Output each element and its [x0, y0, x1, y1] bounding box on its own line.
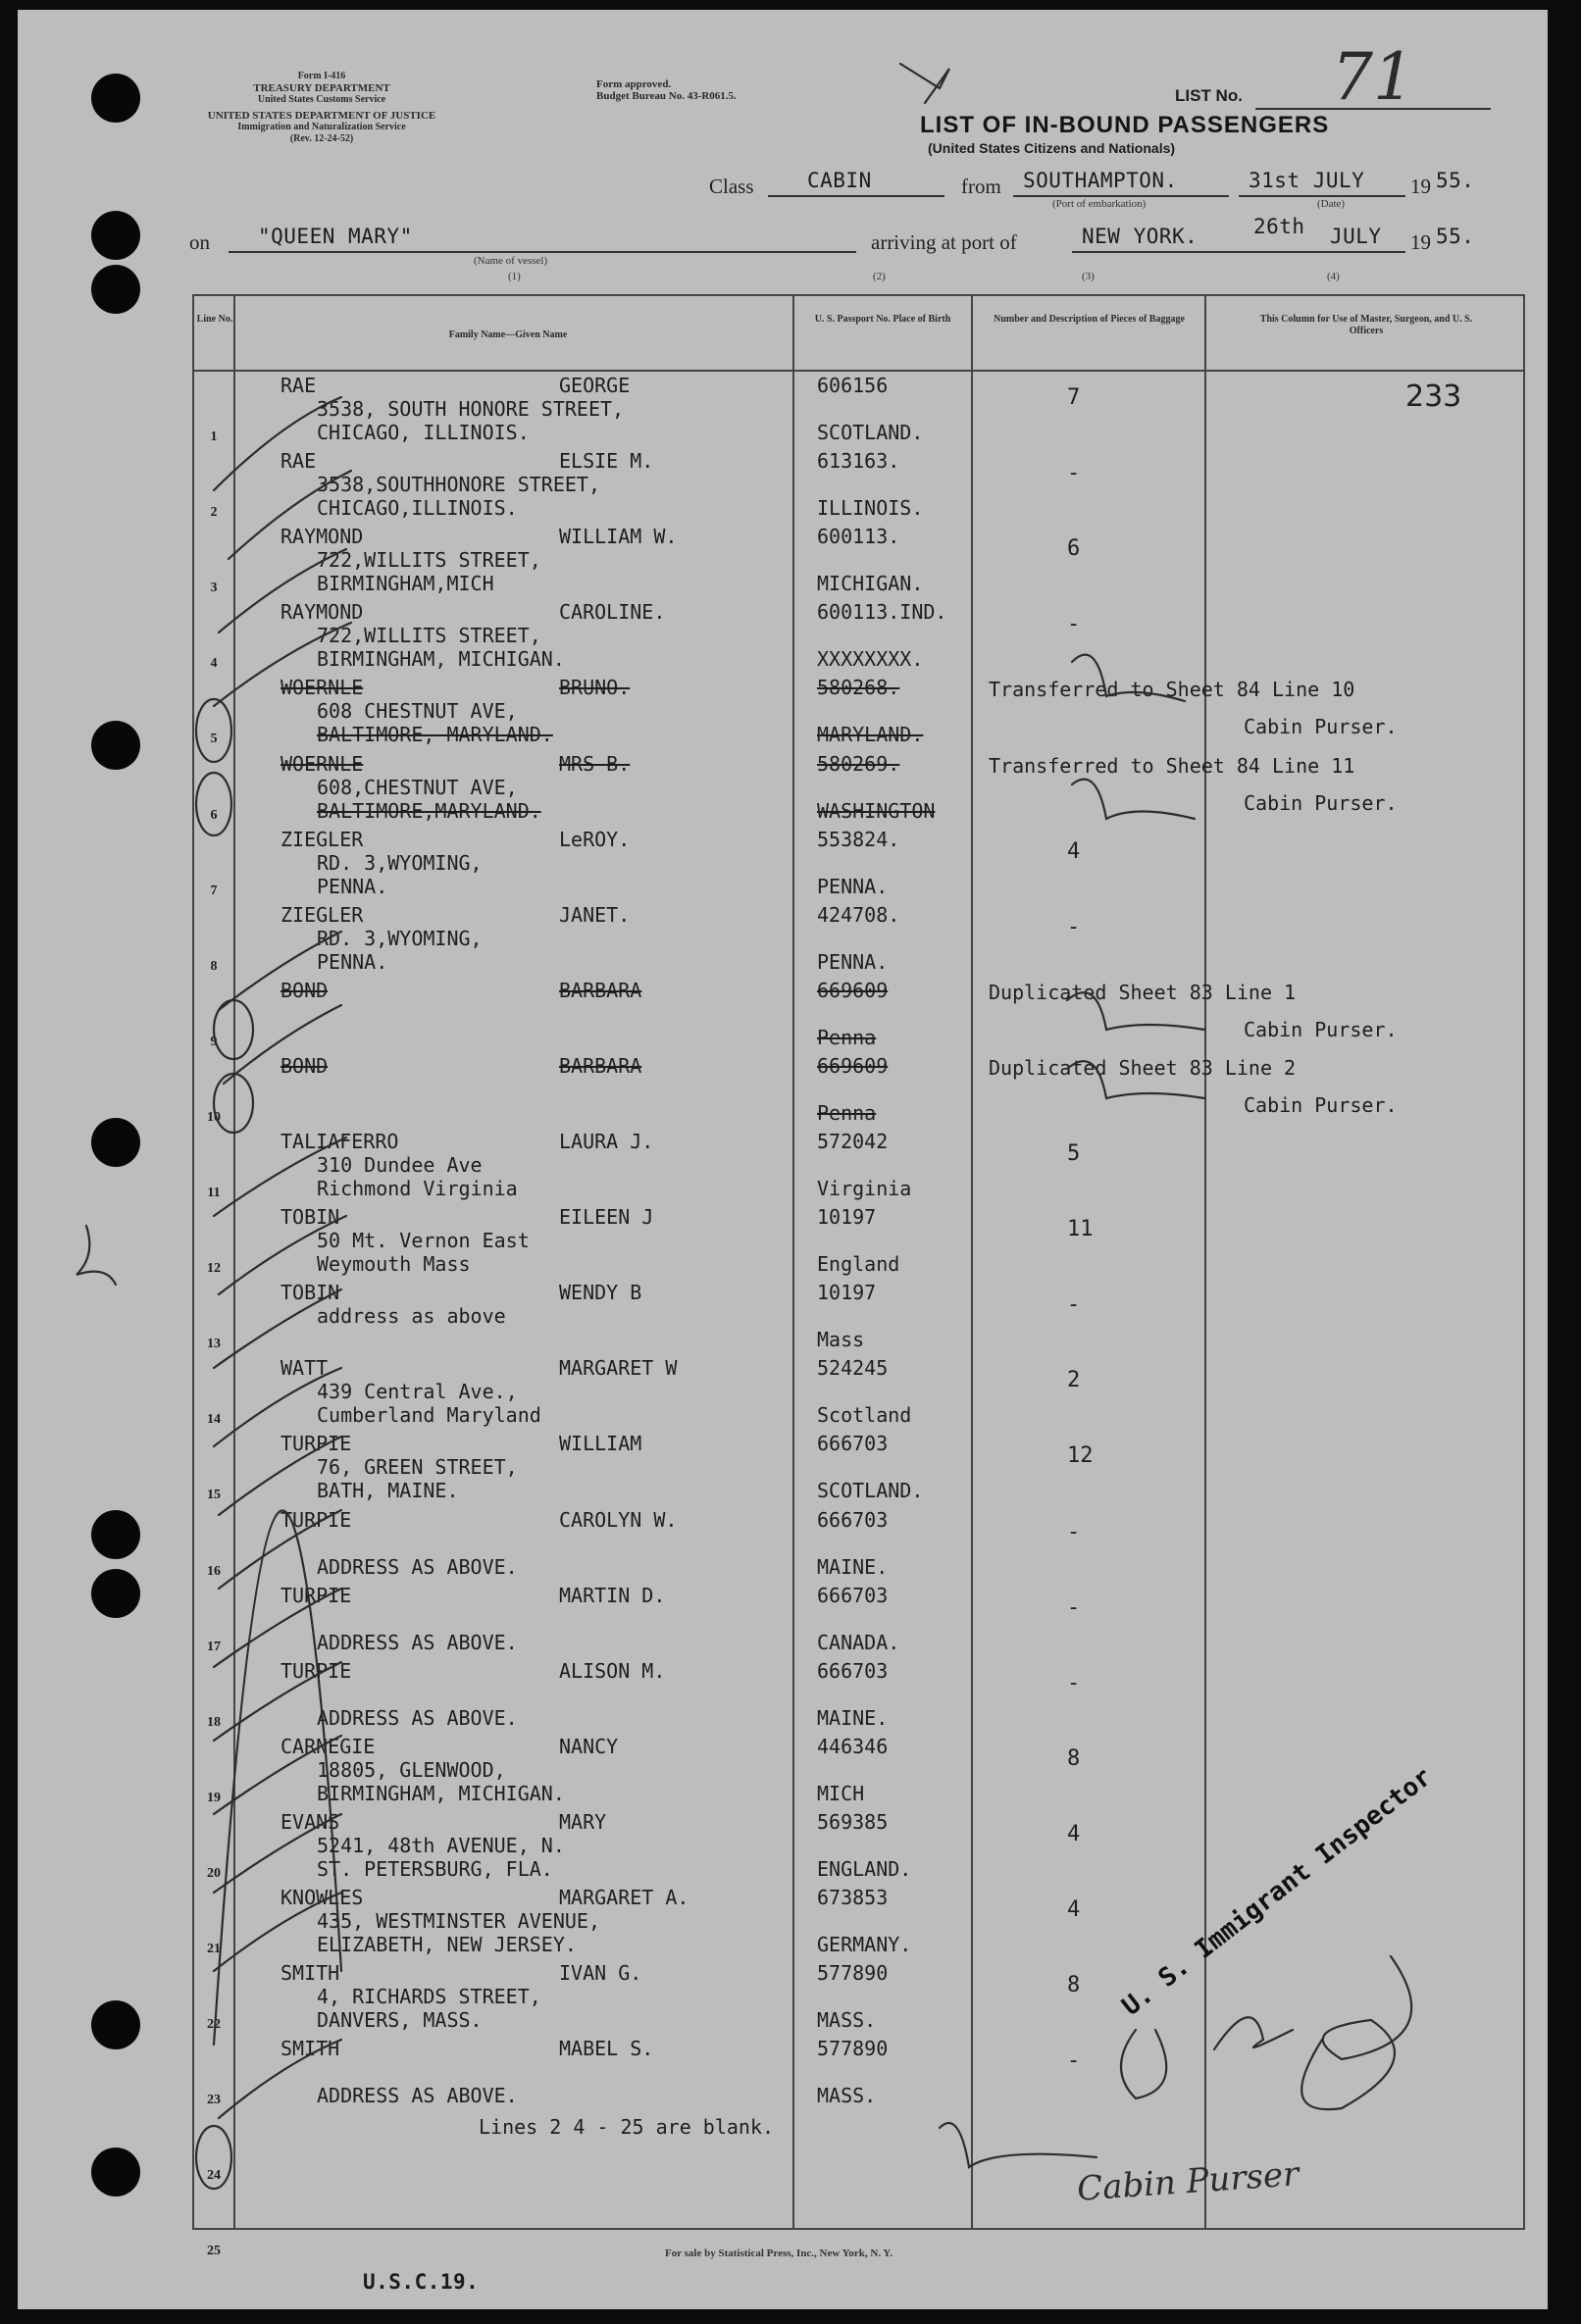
officer-note-2: Cabin Purser. [1244, 790, 1398, 815]
vessel-sublabel: (Name of vessel) [474, 255, 548, 267]
line-number: 17 [207, 1639, 221, 1654]
line-number: 20 [207, 1865, 221, 1881]
line-number: 24 [207, 2168, 221, 2184]
address-line-1: 310 Dundee Ave [317, 1153, 483, 1177]
line-number: 23 [207, 2093, 221, 2108]
inspector-stamp: U. S. Immigrant Inspector [1116, 1762, 1438, 2022]
place-of-birth: MICHIGAN. [817, 572, 924, 596]
family-name: TURPIE [280, 1658, 352, 1683]
departure-year: 55. [1436, 169, 1475, 192]
officer-note: Duplicated Sheet 83 Line 2 [989, 1055, 1297, 1080]
given-name: CAROLYN W. [559, 1507, 678, 1532]
form-code: U.S.C.19. [363, 2270, 480, 2294]
address-line-1: 722,WILLITS STREET, [317, 548, 541, 573]
passport-number: 10197 [817, 1281, 877, 1305]
class-label: Class [709, 175, 754, 198]
place-of-birth: MICH [817, 1781, 865, 1805]
baggage-count: 4 [1067, 838, 1081, 864]
passport-number: 666703 [817, 1432, 889, 1456]
baggage-count: - [1067, 1292, 1081, 1318]
family-name: TOBIN [280, 1205, 340, 1230]
place-of-birth: PENNA. [817, 874, 889, 898]
address-line-1: RD. 3,WYOMING, [317, 926, 483, 950]
passport-number: 669609 [817, 978, 889, 1002]
line-number: 3 [210, 581, 218, 596]
family-name: WATT [280, 1356, 329, 1381]
class-value: CABIN [807, 169, 872, 192]
printer-credit: For sale by Statistical Press, Inc., New York, N. Y. [665, 2248, 893, 2259]
family-name: BOND [280, 978, 329, 1002]
given-name: IVAN G. [559, 1961, 642, 1986]
address-line-2: CHICAGO, ILLINOIS. [317, 421, 530, 444]
pen-marks [18, 10, 1548, 2309]
officer-note: 233 [1405, 379, 1462, 414]
given-name: MARTIN D. [559, 1583, 666, 1607]
family-name: RAE [280, 374, 317, 397]
address-line-1: 608 CHESTNUT AVE, [317, 699, 518, 724]
line-number: 14 [207, 1412, 221, 1428]
arriving-label: arriving at port of [871, 230, 1017, 254]
line-number: 10 [207, 1109, 221, 1125]
passport-number: 666703 [817, 1507, 889, 1532]
place-of-birth: CANADA. [817, 1630, 900, 1654]
passport-number: 600113. [817, 525, 900, 549]
family-name: TALIAFERRO [280, 1130, 399, 1153]
line-number: 25 [207, 2244, 221, 2259]
address-line-2: ELIZABETH, NEW JERSEY. [317, 1933, 577, 1956]
given-name: WENDY B [559, 1281, 642, 1305]
given-name: MRS B. [559, 751, 631, 776]
address-line-1: 5241, 48th AVENUE, N. [317, 1833, 565, 1857]
baggage-count: 12 [1067, 1443, 1094, 1469]
passport-number: 553824. [817, 827, 900, 851]
family-name: RAYMOND [280, 525, 364, 549]
form-agency-header: Form I-416 TREASURY DEPARTMENT United States Customs Service UNITED STATES DEPARTMENT OF JUSTICE Immigration and Naturalization Service (Rev. 12-24-52) [207, 71, 436, 144]
officer-note-2: Cabin Purser. [1244, 1092, 1398, 1117]
address-line-1: 4, RICHARDS STREET, [317, 1985, 541, 2009]
given-name: BRUNO. [559, 676, 631, 700]
address-line-2: ADDRESS AS ABOVE. [317, 1554, 518, 1579]
purser-signature: Cabin Purser [1075, 2154, 1300, 2209]
line-number: 22 [207, 2017, 221, 2033]
family-name: SMITH [280, 1961, 340, 1986]
passport-number: 10197 [817, 1205, 877, 1230]
col-num-4: (4) [1327, 271, 1340, 282]
place-of-birth: Scotland [817, 1403, 912, 1428]
address-line-2: ADDRESS AS ABOVE. [317, 2084, 518, 2108]
family-name: ZIEGLER [280, 827, 364, 851]
place-of-birth: SCOTLAND. [817, 1479, 924, 1503]
page-title: LIST OF IN-BOUND PASSENGERS [920, 112, 1330, 138]
address-line-2: DANVERS, MASS. [317, 2008, 483, 2033]
family-name: KNOWLES [280, 1886, 364, 1909]
line-number: 15 [207, 1488, 221, 1503]
line-number: 6 [210, 807, 218, 823]
list-number: 71 [1332, 39, 1414, 115]
address-line-2: ST. PETERSBURG, FLA. [317, 1856, 553, 1881]
passport-number: 572042 [817, 1130, 889, 1153]
baggage-count: 6 [1067, 536, 1081, 562]
year-prefix-2: 19 [1410, 230, 1431, 254]
baggage-count: - [1067, 1594, 1081, 1620]
officer-note: Transferred to Sheet 84 Line 11 [989, 753, 1355, 778]
given-name: MARGARET A. [559, 1886, 689, 1909]
baggage-count: - [1067, 1519, 1081, 1544]
address-line-2: BIRMINGHAM, MICHIGAN. [317, 1781, 565, 1805]
line-number: 5 [210, 732, 218, 747]
family-name: TOBIN [280, 1281, 340, 1305]
place-of-birth: MASS. [817, 2008, 877, 2033]
address-line-2: BALTIMORE, MARYLAND. [317, 723, 553, 747]
passport-number: 580268. [817, 676, 900, 700]
family-name: WOERNLE [280, 751, 364, 776]
baggage-count: 4 [1067, 1821, 1081, 1846]
place-of-birth: PENNA. [817, 949, 889, 974]
place-of-birth: Penna [817, 1100, 877, 1125]
address-line-1: 3538,SOUTHHONORE STREET, [317, 473, 600, 497]
address-line-2: CHICAGO,ILLINOIS. [317, 496, 518, 521]
place-of-birth: ILLINOIS. [817, 496, 924, 521]
address-line-1: 18805, GLENWOOD, [317, 1757, 506, 1782]
place-of-birth: MAINE. [817, 1705, 889, 1730]
passport-number: 606156 [817, 374, 889, 397]
baggage-count: - [1067, 612, 1081, 637]
given-name: NANCY [559, 1734, 619, 1758]
baggage-count: - [1067, 1670, 1081, 1695]
col-num-1: (1) [508, 271, 521, 282]
passport-number: 666703 [817, 1658, 889, 1683]
place-of-birth: MASS. [817, 2084, 877, 2108]
address-line-2: BIRMINGHAM,MICH [317, 572, 494, 596]
given-name: BARBARA [559, 1053, 642, 1078]
address-line-1: 439 Central Ave., [317, 1380, 518, 1404]
passport-number: 673853 [817, 1886, 889, 1909]
line-number: 1 [210, 429, 218, 444]
given-name: MARY [559, 1809, 607, 1834]
given-name: LeROY. [559, 827, 631, 851]
family-name: ZIEGLER [280, 902, 364, 927]
family-name: RAYMOND [280, 600, 364, 625]
family-name: WOERNLE [280, 676, 364, 700]
address-line-2: Weymouth Mass [317, 1252, 471, 1277]
address-line-2: PENNA. [317, 949, 388, 974]
col-header-officers: This Column for Use of Master, Surgeon, and U. S. Officers [1259, 314, 1473, 336]
vessel-name: "QUEEN MARY" [258, 225, 413, 248]
col-num-2: (2) [873, 271, 886, 282]
family-name: SMITH [280, 2037, 340, 2061]
line-number: 18 [207, 1714, 221, 1730]
year-prefix: 19 [1410, 175, 1431, 198]
baggage-count: 7 [1067, 385, 1081, 410]
address-line-2: ADDRESS AS ABOVE. [317, 1630, 518, 1654]
family-name: RAE [280, 449, 317, 474]
place-of-birth: Penna [817, 1025, 877, 1049]
date-sublabel: (Date) [1317, 198, 1346, 210]
address-line-2: PENNA. [317, 874, 388, 898]
place-of-birth: Mass [817, 1328, 865, 1352]
baggage-count: 4 [1067, 1897, 1081, 1922]
line-number: 11 [207, 1186, 221, 1200]
place-of-birth: MAINE. [817, 1554, 889, 1579]
page-subtitle: (United States Citizens and Nationals) [928, 140, 1176, 156]
given-name: WILLIAM [559, 1432, 642, 1456]
line-number: 7 [210, 883, 218, 898]
officer-note: Transferred to Sheet 84 Line 10 [989, 678, 1355, 702]
place-of-birth: MARYLAND. [817, 723, 924, 747]
given-name: CAROLINE. [559, 600, 666, 625]
arrival-year: 55. [1436, 225, 1475, 248]
passport-number: 669609 [817, 1053, 889, 1078]
given-name: MABEL S. [559, 2037, 654, 2061]
address-line-1: 608,CHESTNUT AVE, [317, 775, 518, 799]
given-name: ELSIE M. [559, 449, 654, 474]
family-name: TURPIE [280, 1583, 352, 1607]
place-of-birth: ENGLAND. [817, 1856, 912, 1881]
baggage-count: 11 [1067, 1217, 1094, 1242]
passport-number: 666703 [817, 1583, 889, 1607]
passport-number: 569385 [817, 1809, 889, 1834]
baggage-count: 2 [1067, 1368, 1081, 1393]
family-name: CARNEGIE [280, 1734, 376, 1758]
address-line-1: 435, WESTMINSTER AVENUE, [317, 1909, 600, 1933]
line-number: 12 [207, 1261, 221, 1277]
from-sublabel: (Port of embarkation) [1052, 198, 1147, 210]
place-of-birth: WASHINGTON [817, 798, 936, 823]
address-line-2: BIRMINGHAM, MICHIGAN. [317, 647, 565, 672]
given-name: JANET. [559, 902, 631, 927]
from-label: from [961, 175, 1001, 198]
address-line-1: 722,WILLITS STREET, [317, 624, 541, 648]
given-name: LAURA J. [559, 1130, 654, 1153]
passport-number: 524245 [817, 1356, 889, 1381]
place-of-birth: XXXXXXXX. [817, 647, 924, 672]
given-name: ALISON M. [559, 1658, 666, 1683]
on-label: on [189, 230, 210, 254]
place-of-birth: Virginia [817, 1177, 912, 1200]
col-header-name: Family Name—Given Name [448, 329, 568, 340]
address-line-1: 76, GREEN STREET, [317, 1455, 518, 1480]
line-number: 19 [207, 1790, 221, 1805]
passport-number: 424708. [817, 902, 900, 927]
form-approval: Form approved. Budget Bureau No. 43-R061.5. [596, 78, 737, 102]
line-number: 4 [210, 656, 218, 672]
arrival-day: 26th [1253, 215, 1305, 238]
baggage-count: 5 [1067, 1141, 1081, 1166]
family-name: TURPIE [280, 1432, 352, 1456]
family-name: EVANS [280, 1809, 340, 1834]
baggage-count: - [1067, 461, 1081, 486]
address-line-1: RD. 3,WYOMING, [317, 850, 483, 875]
address-line-1: 3538, SOUTH HONORE STREET, [317, 397, 625, 421]
address-line-2: BATH, MAINE. [317, 1479, 459, 1503]
col-header-baggage: Number and Description of Pieces of Baggage [994, 314, 1185, 325]
given-name: WILLIAM W. [559, 525, 678, 549]
given-name: MARGARET W [559, 1356, 678, 1381]
baggage-count: - [1067, 2048, 1081, 2074]
place-of-birth: GERMANY. [817, 1933, 912, 1956]
place-of-birth: England [817, 1252, 900, 1277]
departure-date: 31st JULY [1249, 169, 1365, 192]
arrival-month: JULY [1330, 225, 1382, 248]
place-of-birth: SCOTLAND. [817, 421, 924, 444]
passport-number: 577890 [817, 2037, 889, 2061]
passport-number: 613163. [817, 449, 900, 474]
col-header-line: Line No. [196, 314, 233, 325]
col-header-passport: U. S. Passport No. Place of Birth [814, 314, 951, 325]
address-line-2: Richmond Virginia [317, 1177, 518, 1200]
given-name: EILEEN J [559, 1205, 654, 1230]
line-number: 9 [210, 1034, 218, 1049]
line-number: 8 [210, 958, 218, 974]
blank-lines-note: Lines 2 4 - 25 are blank. [479, 2115, 775, 2139]
family-name: TURPIE [280, 1507, 352, 1532]
address-line-2: Cumberland Maryland [317, 1403, 541, 1428]
passport-number: 600113.IND. [817, 600, 947, 625]
list-no-label: LIST No. [1175, 86, 1243, 105]
line-number: 2 [210, 505, 218, 521]
officer-note-2: Cabin Purser. [1244, 715, 1398, 739]
baggage-count: 8 [1067, 1745, 1081, 1771]
passport-number: 577890 [817, 1961, 889, 1986]
baggage-count: - [1067, 914, 1081, 939]
col-num-3: (3) [1082, 271, 1095, 282]
given-name: BARBARA [559, 978, 642, 1002]
line-number: 16 [207, 1563, 221, 1579]
arrival-port: NEW YORK. [1082, 225, 1198, 248]
passport-number: 446346 [817, 1734, 889, 1758]
line-number: 21 [207, 1942, 221, 1956]
family-name: BOND [280, 1053, 329, 1078]
officer-note-2: Cabin Purser. [1244, 1017, 1398, 1041]
embarkation-port: SOUTHAMPTON. [1023, 169, 1178, 192]
officer-note: Duplicated Sheet 83 Line 1 [989, 980, 1297, 1004]
line-number: 13 [207, 1337, 221, 1352]
manifest-page [18, 10, 1548, 2309]
baggage-count: 8 [1067, 1973, 1081, 1998]
address-line-1: address as above [317, 1304, 506, 1329]
address-line-1: 50 Mt. Vernon East [317, 1229, 530, 1253]
address-line-2: BALTIMORE,MARYLAND. [317, 798, 541, 823]
passport-number: 580269. [817, 751, 900, 776]
given-name: GEORGE [559, 374, 631, 397]
address-line-2: ADDRESS AS ABOVE. [317, 1705, 518, 1730]
